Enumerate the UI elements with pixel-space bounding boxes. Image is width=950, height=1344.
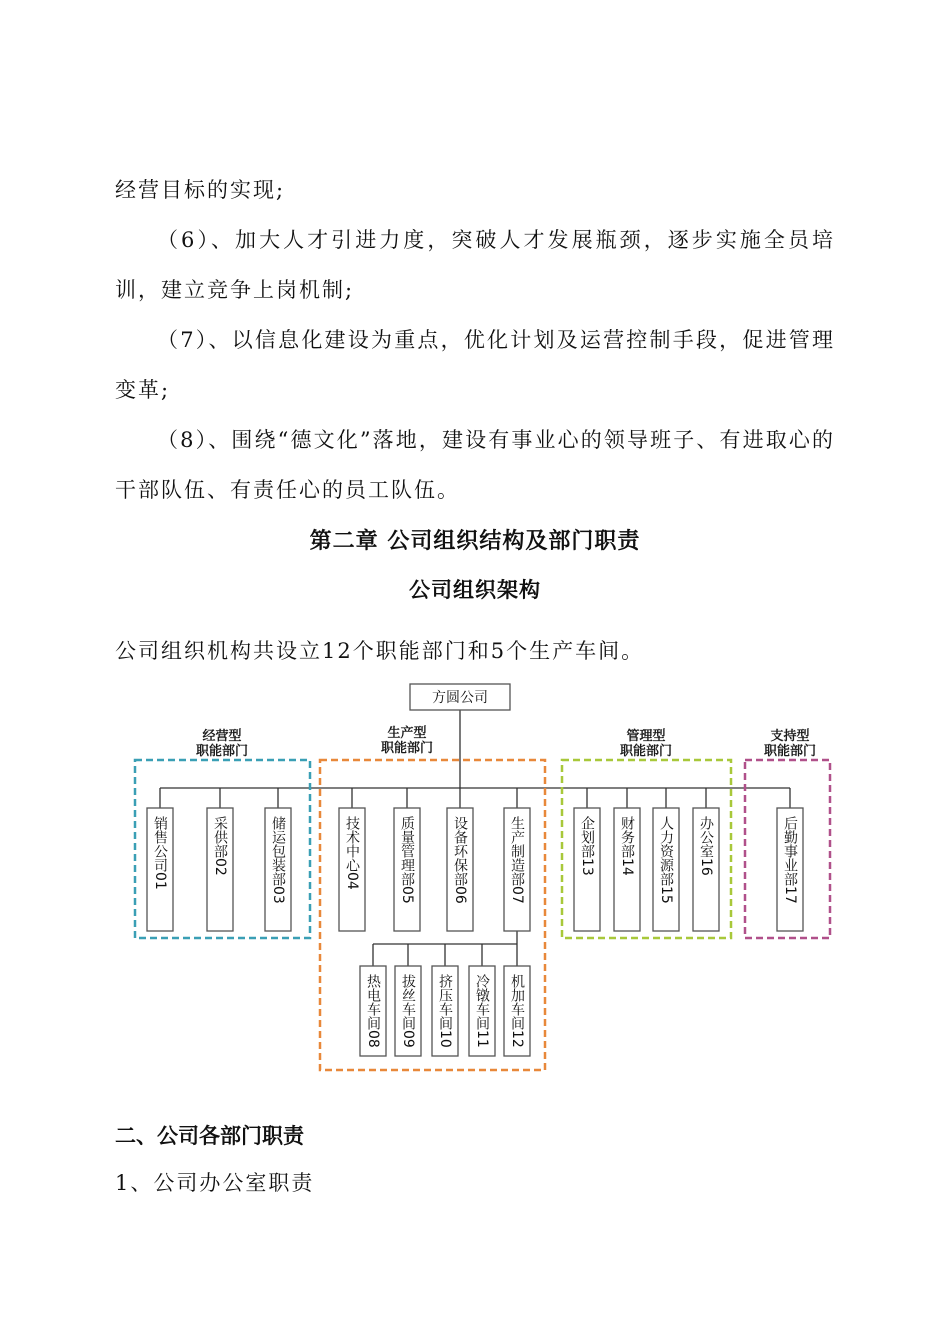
group-label-management-line2: 职能部门 xyxy=(619,744,673,759)
root-label: 方圆公司 xyxy=(432,690,488,706)
section2-title: 二、公司各部门职责 xyxy=(115,1124,304,1148)
dept-12-label: 后勤事业部17 xyxy=(782,816,798,904)
org-chart xyxy=(130,678,840,1078)
dept-11-label: 办公室16 xyxy=(698,816,714,876)
dept-8-label: 企划部13 xyxy=(579,816,595,876)
dept-5-label: 质量管理部05 xyxy=(399,816,415,904)
paragraph-item-6: （6）、加大人才引进力度，突破人才发展瓶颈，逐步实施全员培训，建立竞争上岗机制; xyxy=(115,228,835,302)
group-label-production-line2: 职能部门 xyxy=(380,741,434,756)
dept-4-label: 技术中心04 xyxy=(344,816,360,890)
paragraph-item-8: （8）、围绕“德文化”落地，建设有事业心的领导班子、有进取心的干部队伍、有责任心的员工队伍。 xyxy=(115,428,835,502)
dept-10-label: 人力资源部15 xyxy=(658,816,674,904)
group-label-support-line1: 支持型 xyxy=(770,729,810,744)
workshop-3-label: 挤压车间10 xyxy=(437,974,453,1048)
chapter-title: 第二章 公司组织结构及部门职责 xyxy=(309,529,641,554)
workshop-1-label: 热电车间08 xyxy=(365,974,381,1048)
workshop-2-label: 拔丝车间09 xyxy=(400,974,416,1048)
dept-1-label: 销售公司01 xyxy=(152,816,168,890)
group-label-support-line2: 职能部门 xyxy=(763,744,817,759)
dept-6-label: 设备环保部06 xyxy=(452,816,468,904)
paragraph-continuation: 经营目标的实现; xyxy=(115,178,286,202)
group-label-business-line2: 职能部门 xyxy=(195,744,249,759)
dept-2-label: 采供部02 xyxy=(212,816,228,876)
dept-7-label: 生产制造部07 xyxy=(509,816,525,904)
group-label-production-line1: 生产型 xyxy=(387,726,427,741)
group-label-management-line1: 管理型 xyxy=(626,729,666,744)
item1-heading: 1、公司办公室职责 xyxy=(115,1171,315,1195)
dept-9-label: 财务部14 xyxy=(619,816,635,876)
dept-3-label: 储运包装部03 xyxy=(270,816,286,904)
workshop-5-label: 机加车间12 xyxy=(509,974,525,1048)
section-title: 公司组织架构 xyxy=(409,578,541,602)
paragraph-item-7: （7）、以信息化建设为重点，优化计划及运营控制手段，促进管理变革; xyxy=(115,328,835,402)
group-label-business-line1: 经营型 xyxy=(202,729,242,744)
org-intro-text: 公司组织机构共设立12个职能部门和5个生产车间。 xyxy=(115,639,645,663)
workshop-4-label: 冷镦车间11 xyxy=(474,974,490,1048)
